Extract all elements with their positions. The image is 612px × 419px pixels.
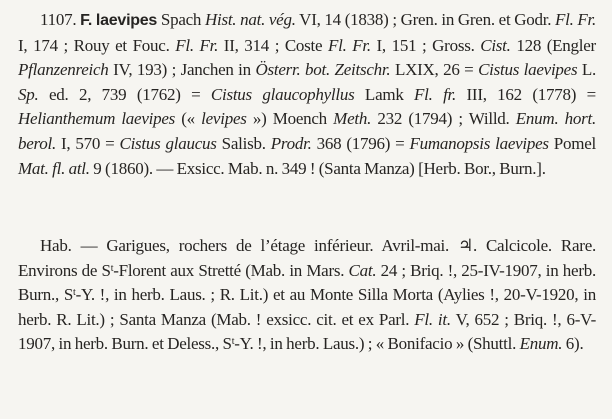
italic-text: Fl. Fr. xyxy=(327,35,371,55)
superscript-text: t xyxy=(110,262,114,274)
text-run: (« xyxy=(175,109,202,129)
entry-number: 1107. xyxy=(40,10,77,29)
text-run: 24 ; Briq. !, 25-IV-1907, in herb. Burn., S xyxy=(18,260,596,305)
species-entry-paragraph xyxy=(18,8,596,181)
italic-text: Cistus laevipes xyxy=(478,60,578,80)
italic-text: Cist. xyxy=(480,35,511,55)
text-run: I, 174 ; Rouy et Fouc. xyxy=(18,35,176,55)
text-run: I, 570 = xyxy=(56,133,120,153)
italic-text: Cistus glaucus xyxy=(119,133,217,153)
italic-text: Prodr. xyxy=(270,133,312,153)
italic-text: Fl. Fr. xyxy=(555,10,597,29)
superscript-text: t xyxy=(231,336,235,348)
italic-text: Cat. xyxy=(348,260,377,280)
text-run: LXIX, 26 = xyxy=(390,60,479,80)
italic-text: Cistus glaucophyllus xyxy=(210,84,355,104)
text-run: -Florent aux Stretté (Mab. in Mars. xyxy=(113,260,349,280)
habitat-paragraph xyxy=(18,234,596,357)
text-run: -Y. !, in herb. Laus.) ; « Bonifacio » (Shuttl. xyxy=(234,334,520,354)
text-run: I, 151 ; Gross. xyxy=(370,35,481,55)
text-run: 6). xyxy=(562,334,584,354)
text-run: IV, 193) ; Janchen in xyxy=(108,60,256,80)
italic-text: Enum. hort. berol. xyxy=(18,109,597,153)
italic-text: Sp. xyxy=(18,84,39,104)
italic-text: Fl. it. xyxy=(414,309,451,329)
italic-text: Helianthemum laevipes xyxy=(18,109,176,129)
text-run: ») Moench xyxy=(246,109,334,129)
italic-text: Fl. Fr. xyxy=(175,35,219,55)
italic-text: levipes xyxy=(201,109,247,129)
italic-text: Fumanopsis laevipes xyxy=(409,133,549,153)
text-run: Salisb. xyxy=(216,133,271,153)
text-run: 128 (Engler xyxy=(510,35,596,55)
text-run: 232 (1794) ; Willd. xyxy=(371,109,516,129)
italic-text: Pflanzenreich xyxy=(18,60,109,80)
text-run: ed. 2, 739 (1762) = xyxy=(38,84,211,104)
text-run: VI, 14 (1838) ; Gren. in Gren. et Godr. xyxy=(295,10,555,29)
text-run: Pomel xyxy=(548,133,596,153)
italic-text: Hist. nat. vég. xyxy=(204,10,296,29)
species-name-epithet: laevipes xyxy=(95,12,158,29)
text-run: III, 162 (1778) = xyxy=(456,84,596,104)
species-author: Spach xyxy=(160,10,202,29)
italic-text: Österr. bot. Zeitschr. xyxy=(255,60,391,80)
italic-text: Enum. xyxy=(519,334,563,354)
text-run: -Y. !, in herb. Laus. ; R. Lit.) et au Monte Silla Morta (Aylies !, 20-V-1920, in herb. R. Lit.) ; Santa Manza (Mab. ! exsicc. cit. et ex Parl. xyxy=(18,285,596,329)
italic-text: Fl. fr. xyxy=(414,84,457,104)
entry-body xyxy=(18,10,596,178)
superscript-text: t xyxy=(73,287,76,299)
text-run: II, 314 ; Coste xyxy=(218,35,328,55)
text-run: V, 652 ; Briq. !, 6-V-1907, in herb. Burn. et Deless., S xyxy=(18,309,596,354)
species-name-genus: F. xyxy=(80,12,93,29)
text-run: Hab. — Garigues, rochers de l’étage inférieur. Avril-mai. ♃. Calcicole. Rare. Environs de S xyxy=(18,236,596,280)
text-run: L. xyxy=(577,60,597,80)
text-run: 9 (1860). — Exsicc. Mab. n. 349 ! (Santa Manza) [Herb. Bor., Burn.]. xyxy=(89,158,546,178)
italic-text: Meth. xyxy=(333,109,372,129)
text-run: 368 (1796) = xyxy=(311,133,410,153)
italic-text: Mat. fl. atl. xyxy=(18,158,90,178)
habitat-body xyxy=(18,236,596,353)
text-run: Lamk xyxy=(354,84,415,104)
